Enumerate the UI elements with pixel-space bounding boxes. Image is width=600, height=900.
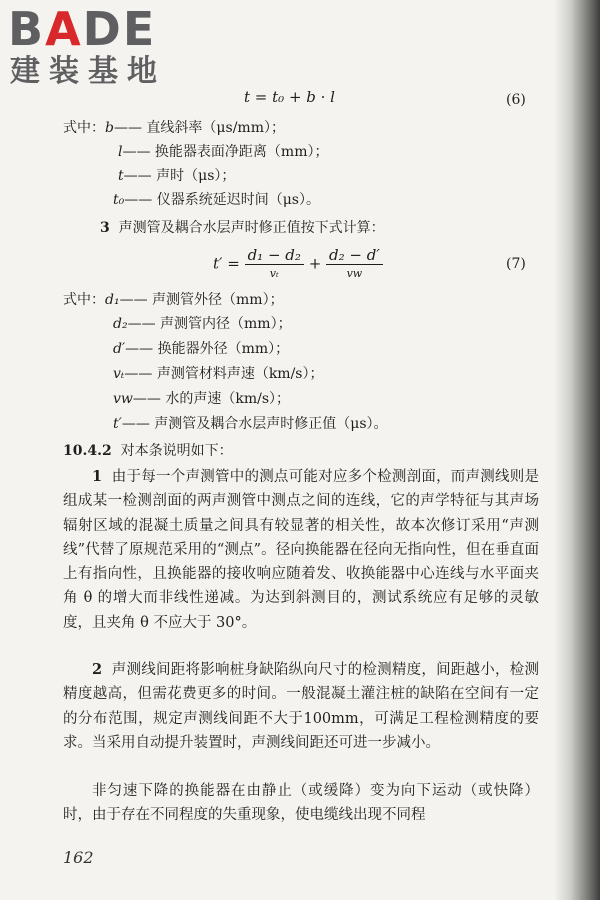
symbol-def: 式中：d₁—— 声测管外径（mm）； — [63, 292, 284, 308]
formula-7: t′ = $\frac{\text{d₁ − d₂}}{\text{vₜ}}$ + $\frac{\text{d₂ − d′}}{vw}$ — [213, 246, 383, 283]
symbol-def: vₜ—— 声测管材料声速（km/s）； — [113, 366, 324, 382]
symbol-def: vw—— 水的声速（km/s）； — [113, 391, 291, 407]
symbol-def: t′—— 声测管及耦合水层声时修正值（μs）。 — [113, 416, 388, 432]
paragraph-1: 1 由于每一个声测管中的测点可能对应多个检测剖面，而声测线则是组成某一检测剖面的两声测管中测点之间的连线，它的声学特征与其声场辐射区域的混凝土质量之间具有较显著的相关性，故本次修订采用“声测线”代替了原规范采用的“测点”。径向换能器在径向无指向性，但在垂直面上有指向性，且换能器的接收响应随着发、收换能器中心连线与水平面夹角 θ 的增大而非线性递减。为达到斜测目的，测试系统应有足够的灵敏度，且夹角 θ 不应大于 30°。 — [63, 468, 540, 631]
symbol-def: d′—— 换能器外径（mm）； — [113, 341, 290, 357]
paragraph-2: 2 声测线间距将影响桩身缺陷纵向尺寸的检测精度，间距越小，检测精度越高，但需花费更多的时间。一般混凝土灌注桩的缺陷在空间有一定的分布范围，规定声测线间距不大于100mm，可满足工程检测精度的要求。当采用自动提升装置时，声测线间距还可进一步减小。 — [63, 661, 540, 751]
symbol-def: d₂—— 声测管内径（mm）； — [113, 316, 292, 332]
symbol-def: l—— 换能器表面净距离（mm）； — [118, 144, 329, 160]
section-heading: 10.4.2 对本条说明如下： — [63, 443, 233, 459]
logo-subtitle: 建装基地 — [10, 54, 166, 89]
symbol-def: 式中：b—— 直线斜率（μs/mm）； — [63, 120, 285, 136]
formula-6: t = t₀ + b · l — [244, 88, 335, 106]
book-binding-shadow — [554, 0, 600, 900]
item-3: 3 声测管及耦合水层声时修正值按下式计算： — [100, 220, 385, 236]
page-number: 162 — [63, 848, 94, 867]
bade-logo — [8, 4, 166, 90]
logo-brand: BADE — [8, 2, 157, 56]
symbol-def: t—— 声时（μs）； — [118, 168, 236, 184]
equation-number-6: (6) — [506, 92, 526, 108]
symbol-def: t₀—— 仪器系统延迟时间（μs）。 — [113, 192, 320, 208]
equation-number-7: (7) — [506, 256, 526, 272]
paragraph-3: 非匀速下降的换能器在由静止（或缓降）变为向下运动（或快降）时，由于存在不同程度的失重现象，使电缆线出现不同程 — [63, 783, 539, 824]
